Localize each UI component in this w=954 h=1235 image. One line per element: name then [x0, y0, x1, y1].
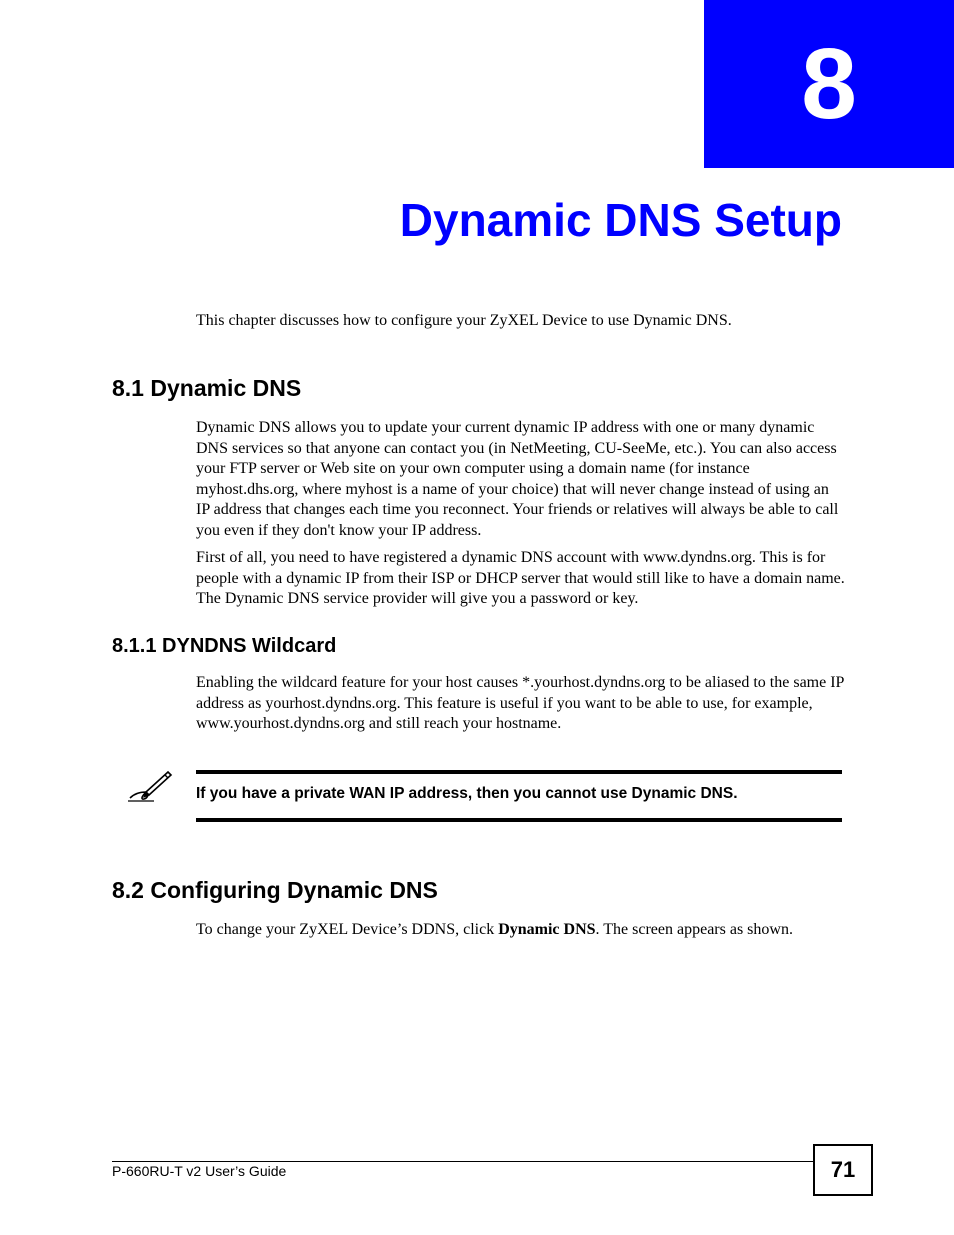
section-heading-8-1: 8.1 Dynamic DNS: [112, 375, 302, 401]
section-8-1-paragraph-2: First of all, you need to have registered a dynamic DNS account with www.dyndns.org. This is for people with a dynamic IP from their ISP or DHCP server that would still like to have a domain name. The Dynamic DNS service provider will give you a password or key.: [196, 549, 845, 607]
note-text: If you have a private WAN IP address, then you cannot use Dynamic DNS.: [196, 785, 738, 802]
section-8-1-1-paragraph: Enabling the wildcard feature for your host causes *.yourhost.dyndns.org to be aliased to the same IP address as yourhost.dyndns.org. This feature is useful if you want to be able to use, for example, www.yourhost.dyndns.org and still reach your hostname.: [196, 674, 844, 732]
section-8-2-paragraph: [196, 920, 846, 941]
page-number: 71: [830, 1157, 856, 1182]
note-top-rule: [196, 770, 842, 774]
section-heading-8-1-1: 8.1.1 DYNDNS Wildcard: [112, 635, 337, 657]
pen-note-icon: [124, 768, 174, 804]
section-heading-8-2: 8.2 Configuring Dynamic DNS: [112, 877, 438, 903]
chapter-title: Dynamic DNS Setup: [399, 194, 842, 246]
chapter-number-box: [704, 0, 954, 168]
dynamic-dns-menu-reference: Dynamic DNS: [498, 921, 596, 938]
chapter-intro: This chapter discusses how to configure your ZyXEL Device to use Dynamic DNS.: [196, 312, 732, 329]
note-bottom-rule: [196, 818, 842, 822]
section-8-1-paragraph-1: Dynamic DNS allows you to update your current dynamic IP address with one or many dynamic DNS services so that anyone can contact you (in NetMeeting, CU-SeeMe, etc.). You can also access your FTP server or Web site on your own computer using a domain name (for instance myhost.dhs.org, where myhost is a name of your choice) that will never change instead of using an IP address that changes each time you reconnect. Your friends or relatives will always be able to call you even if they don't know your IP address.: [196, 419, 839, 539]
section-8-2-text-before: To change your ZyXEL Device’s DDNS, click: [196, 921, 499, 938]
section-8-2-text-after: . The screen appears as shown.: [595, 921, 793, 938]
footer-guide-title: P-660RU-T v2 User’s Guide: [112, 1163, 287, 1179]
chapter-number: 8: [801, 28, 857, 140]
page-number-box: [813, 1144, 873, 1196]
